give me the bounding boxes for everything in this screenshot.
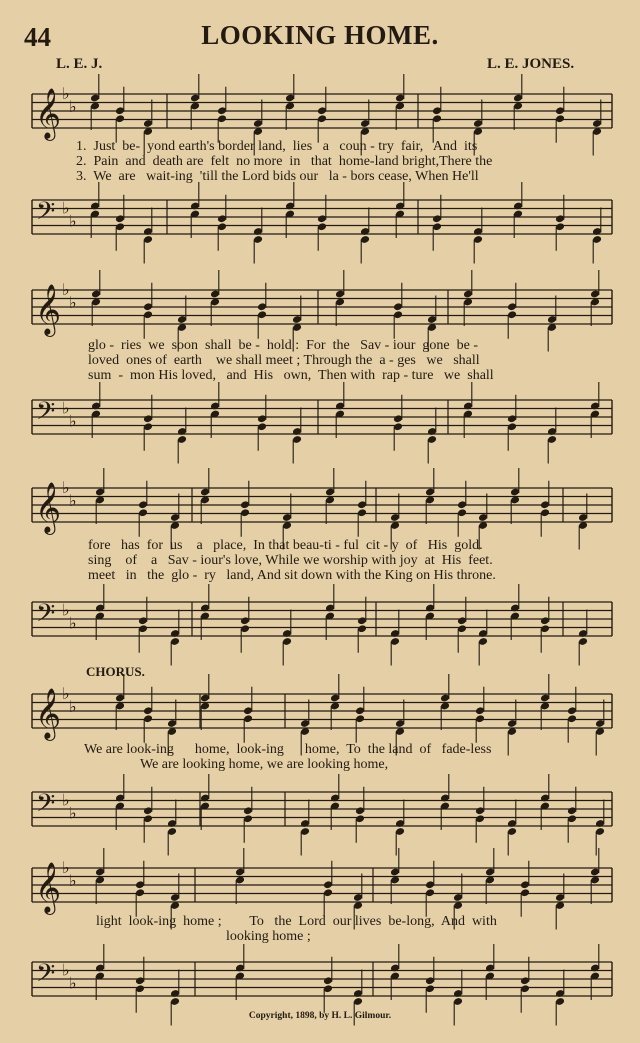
lyric-line: meet in the glo - ry land, And sit down with the King on His throne. bbox=[88, 568, 496, 583]
flat-sign-icon: ♭ bbox=[62, 398, 70, 418]
flat-sign-icon: ♭ bbox=[69, 973, 77, 993]
flat-sign-icon: ♭ bbox=[62, 600, 70, 620]
bass-clef-icon: 𝄢 bbox=[36, 599, 56, 634]
lyric-line: light look-ing home ; To the Lord our lives be-long, And with bbox=[96, 914, 497, 929]
treble-staff-system-1 bbox=[0, 86, 640, 146]
flat-sign-icon: ♭ bbox=[69, 870, 77, 890]
flat-sign-icon: ♭ bbox=[69, 613, 77, 633]
lyric-line: sing of a Sav - iour's love, While we worship with joy at His feet. bbox=[88, 553, 493, 568]
page-number: 44 bbox=[24, 22, 51, 52]
bass-staff-system-3 bbox=[0, 594, 640, 654]
flat-sign-icon: ♭ bbox=[69, 411, 77, 431]
bass-staff-system-2 bbox=[0, 392, 640, 452]
treble-staff-system-2 bbox=[0, 282, 640, 342]
flat-sign-icon: ♭ bbox=[62, 84, 70, 103]
lyricist-credit: L. E. J. bbox=[56, 56, 103, 72]
flat-sign-icon: ♭ bbox=[62, 198, 70, 218]
lyric-line: We are look-ing home, look-ing home, To the land of fade-less bbox=[84, 742, 492, 757]
lyric-line: 2. Pain and death are felt no more in that home-land bright,There the bbox=[76, 154, 493, 169]
bass-clef-icon: 𝄢 bbox=[36, 397, 56, 432]
lyric-line: 1. Just be- yond earth's border land, lies a coun - try fair, And its bbox=[76, 139, 478, 154]
treble-clef-icon: 𝄞 bbox=[35, 482, 62, 533]
lyric-line: glo - ries we soon shall be - hold : For the Sav - iour gone be - bbox=[88, 338, 478, 353]
lyric-line: loved ones of earth we shall meet ; Through the a - ges we shall bbox=[88, 353, 480, 368]
treble-clef-icon: 𝄞 bbox=[35, 88, 62, 139]
treble-clef-icon: 𝄞 bbox=[35, 862, 62, 913]
lyric-line: sum - mon His loved, and His own, Then with rap - ture we shall bbox=[88, 368, 494, 383]
bass-staff-system-4 bbox=[0, 784, 640, 844]
bass-clef-icon: 𝄢 bbox=[36, 197, 56, 232]
copyright-notice: Copyright, 1898, by H. L. Gilmour. bbox=[248, 1011, 392, 1021]
flat-sign-icon: ♭ bbox=[62, 280, 70, 299]
flat-sign-icon: ♭ bbox=[69, 96, 77, 116]
bass-staff-system-5 bbox=[0, 954, 640, 1014]
flat-sign-icon: ♭ bbox=[62, 478, 70, 497]
lyric-line: looking home ; bbox=[226, 929, 311, 944]
flat-sign-icon: ♭ bbox=[62, 960, 70, 980]
treble-clef-icon: 𝄞 bbox=[35, 284, 62, 335]
flat-sign-icon: ♭ bbox=[69, 490, 77, 510]
flat-sign-icon: ♭ bbox=[69, 211, 77, 231]
treble-staff-system-3 bbox=[0, 480, 640, 540]
composer-credit: L. E. JONES. bbox=[487, 56, 575, 72]
treble-staff-system-4 bbox=[0, 686, 640, 746]
treble-clef-icon: 𝄞 bbox=[35, 688, 62, 739]
lyric-line: 3. We are wait-ing 'till the Lord bids our la - bors cease, When He'll bbox=[76, 169, 479, 184]
bass-clef-icon: 𝄢 bbox=[36, 789, 56, 824]
bass-clef-icon: 𝄢 bbox=[36, 959, 56, 994]
flat-sign-icon: ♭ bbox=[62, 790, 70, 810]
bass-staff-system-1 bbox=[0, 192, 640, 252]
flat-sign-icon: ♭ bbox=[69, 803, 77, 823]
treble-staff-system-5 bbox=[0, 860, 640, 920]
flat-sign-icon: ♭ bbox=[62, 684, 70, 703]
hymn-title: LOOKING HOME. bbox=[201, 20, 439, 50]
flat-sign-icon: ♭ bbox=[62, 858, 70, 877]
flat-sign-icon: ♭ bbox=[69, 696, 77, 716]
lyric-line: fore has for us a place, In that beau-ti - ful cit - y of His gold. bbox=[88, 538, 483, 553]
flat-sign-icon: ♭ bbox=[69, 292, 77, 312]
lyric-line: We are looking home, we are looking home, bbox=[140, 757, 389, 772]
chorus-label: CHORUS. bbox=[86, 664, 145, 679]
